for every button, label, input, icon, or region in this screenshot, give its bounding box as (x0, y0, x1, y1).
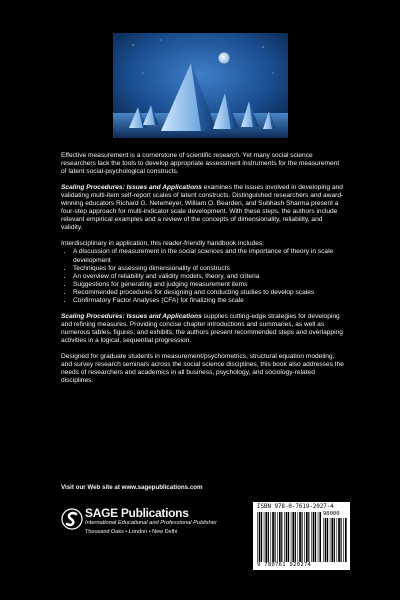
description-paragraph: Scaling Procedures: Issues and Applications examines the issues involved in developing and validating multi-item self-report scales of latent constructs. Distinguished researchers and award-winning educators Richard G. Netemeyer, William O. Bearden, and Subhash Sharma present a four-step approach for multi-indicator scale development. With these steps, the authors include relevant empirical examples and a review of the concepts of dimensionality, reliability, and validity. (61, 184, 344, 232)
contents-list (61, 248, 345, 304)
moon-icon (219, 53, 230, 64)
sage-swirl-logo (61, 508, 83, 530)
barcode-label (253, 502, 350, 570)
list-item: • A discussion of measurement in the social sciences and the importance of theory in scale development (73, 248, 345, 264)
book-title: Scaling Procedures: Issues and Applications (61, 184, 202, 192)
publisher-cities: Thousand Oaks • London • New Delhi (85, 529, 178, 535)
cover-illustration (113, 33, 288, 138)
website-link[interactable]: Visit our Web site at www.sagepublications.com (61, 484, 203, 491)
list-item: • Recommended procedures for designing and conducting studies to develop scales (73, 289, 345, 297)
intro-paragraph: Effective measurement is a cornerstone of scientific research. Yet many social science researchers lack the tools to develop appropriate assessment instruments for the measurement of latent social-psychological constructs. (61, 152, 340, 176)
contents-lead: Interdisciplinary in application, this reader-friendly handbook includes: (61, 240, 265, 248)
addon-digits: 90000 (323, 511, 340, 517)
ean-barcode (257, 512, 321, 562)
publisher-name: SAGE Publications (85, 506, 189, 520)
audience-paragraph: Designed for graduate students in measurement/psychometrics, structural equation modeling, and survey research seminars across the social science disciplines, this book also addresses the needs of researchers and academics in all business, psychology, and sociology-related disciplines. (61, 352, 344, 385)
isbn-text: ISBN 978-0-7619-2027-4 (257, 504, 334, 510)
book-title: Scaling Procedures: Issues and Applications (61, 312, 202, 320)
back-cover-copy (61, 152, 345, 393)
list-item: • Techniques for assessing dimensionality of constructs (73, 265, 345, 273)
barcode-digits: 9 780761 920274 (257, 562, 312, 568)
pyramids-landscape-image (113, 33, 288, 138)
features-paragraph: Scaling Procedures: Issues and Applications supplies cutting-edge strategies for developing and refining measures. Providing concise chapter introductions and summaries, as well as numerous tables, figures, and exhibits, the authors present recommended steps and overlapping activities in a logical, sequential progression. (61, 312, 343, 344)
addon-barcode (323, 518, 347, 562)
list-item: • An overview of reliability and validity models, theory, and criteria (73, 273, 345, 281)
list-item: • Suggestions for generating and judging measurement items (73, 281, 345, 289)
publisher-block (61, 504, 241, 544)
publisher-tagline: International Educational and Professional Publisher (85, 520, 217, 526)
list-item: • Confirmatory Factor Analyses (CFA) for finalizing the scale (73, 297, 345, 305)
